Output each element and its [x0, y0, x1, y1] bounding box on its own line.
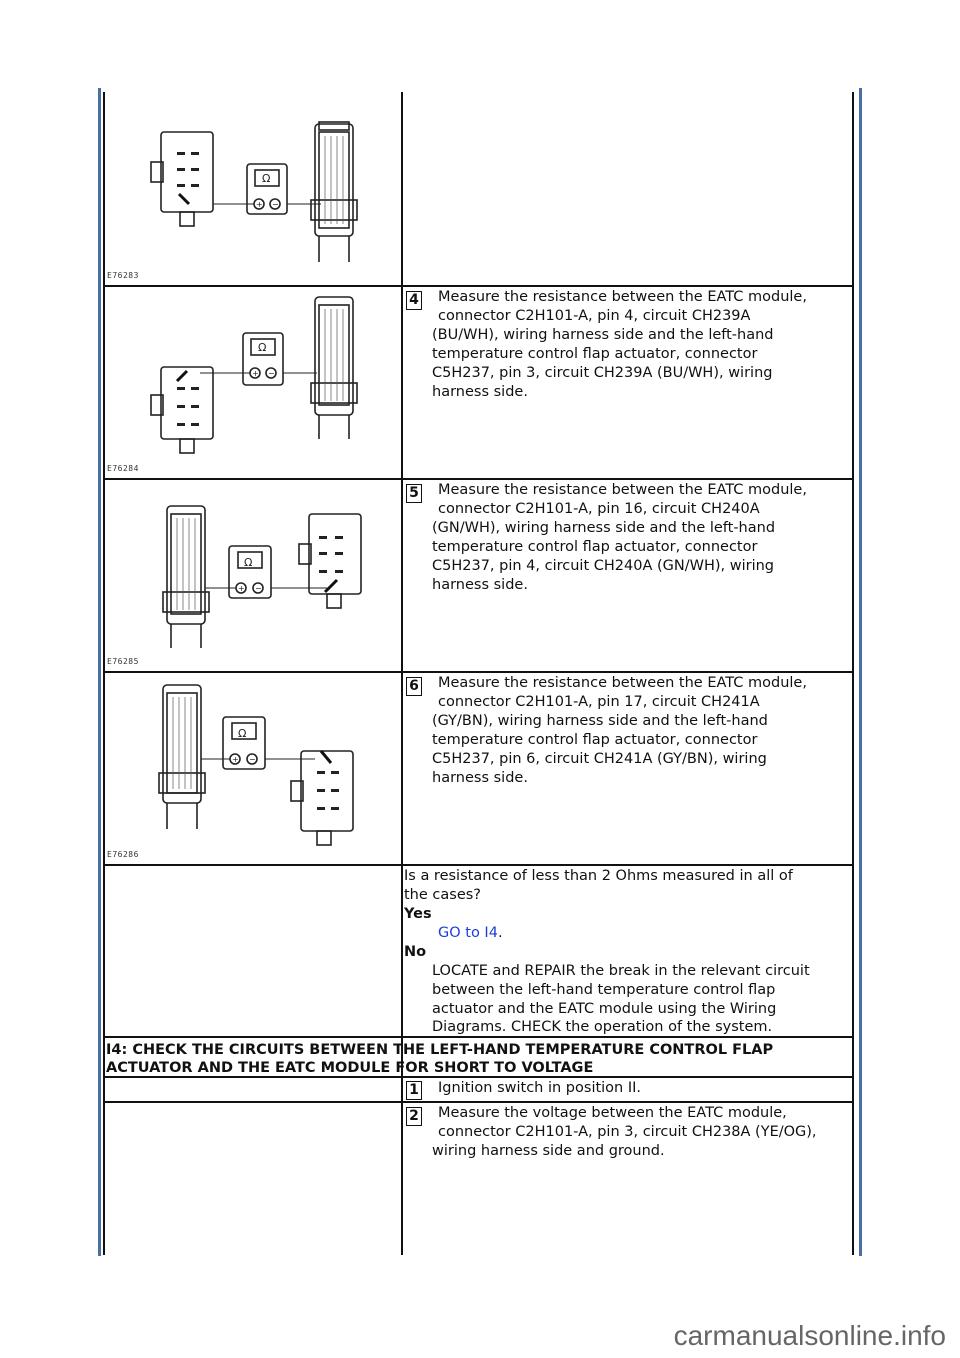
step-number-badge: 2: [406, 1107, 422, 1126]
left-margin-rule: [98, 88, 101, 1256]
step-text-line: C5H237, pin 4, circuit CH240A (GN/WH), wiring: [432, 558, 774, 574]
figure-label: E76286: [107, 850, 139, 859]
step-text-line: connector C2H101-A, pin 4, circuit CH239A: [438, 308, 751, 324]
step-number-badge: 4: [406, 291, 422, 310]
svg-text:−: −: [249, 755, 256, 764]
step-text-line: temperature control flap actuator, connector: [432, 539, 758, 555]
no-action-line: Diagrams. CHECK the operation of the system.: [432, 1019, 773, 1035]
step-text-line: Measure the resistance between the EATC module,: [438, 289, 807, 305]
svg-text:+: +: [256, 200, 263, 209]
step-text-line: temperature control flap actuator, connector: [432, 732, 758, 748]
no-action-line: LOCATE and REPAIR the break in the relevant circuit: [432, 963, 810, 979]
question-text: Is a resistance of less than 2 Ohms measured in all of: [404, 868, 793, 884]
step-number-badge: 5: [406, 484, 422, 503]
step-text-line: harness side.: [432, 384, 528, 400]
connector-resistance-diagram-icon: [105, 480, 400, 670]
watermark-carmanualsonline: carmanualsonline.info: [673, 1320, 946, 1351]
step-text-line: connector C2H101-A, pin 16, circuit CH240A: [438, 501, 760, 517]
svg-text:Ω: Ω: [258, 341, 267, 354]
step-text-line: connector C2H101-A, pin 17, circuit CH241A: [438, 694, 760, 710]
svg-text:Ω: Ω: [262, 172, 271, 185]
step-text-line: Measure the resistance between the EATC module,: [438, 482, 807, 498]
step-text-line: Measure the voltage between the EATC module,: [438, 1105, 787, 1121]
right-margin-rule: [859, 88, 862, 1256]
yes-action: [438, 924, 503, 944]
step-text-line: harness side.: [432, 770, 528, 786]
period: .: [497, 925, 503, 941]
step-text-line: connector C2H101-A, pin 3, circuit CH238A (YE/OG),: [438, 1124, 817, 1140]
svg-text:Ω: Ω: [244, 556, 253, 569]
yes-label: Yes: [404, 906, 432, 922]
step-number-badge: 6: [406, 677, 422, 696]
svg-text:+: +: [238, 584, 245, 593]
question-text: the cases?: [404, 887, 481, 903]
step-text-line: (BU/WH), wiring harness side and the left-hand: [432, 327, 774, 343]
step-text-line: C5H237, pin 3, circuit CH239A (BU/WH), wiring: [432, 365, 773, 381]
heading-line: I4: CHECK THE CIRCUITS BETWEEN THE LEFT-HAND TEMPERATURE CONTROL FLAP: [106, 1042, 774, 1058]
go-to-i4-link[interactable]: GO to I4: [438, 925, 498, 941]
svg-text:−: −: [255, 584, 262, 593]
svg-text:Ω: Ω: [238, 727, 247, 740]
svg-text:−: −: [272, 200, 279, 209]
svg-text:+: +: [252, 369, 259, 378]
svg-text:−: −: [268, 369, 275, 378]
figure-label: E76283: [107, 271, 139, 280]
step-text-line: harness side.: [432, 577, 528, 593]
svg-text:+: +: [232, 755, 239, 764]
connector-resistance-diagram-icon: [105, 287, 400, 477]
figure-label: E76284: [107, 464, 139, 473]
connector-resistance-diagram-icon: [105, 673, 400, 863]
step-text-line: Measure the resistance between the EATC module,: [438, 675, 807, 691]
heading-line: ACTUATOR AND THE EATC MODULE FOR SHORT TO VOLTAGE: [106, 1060, 594, 1076]
no-action-line: actuator and the EATC module using the Wiring: [432, 1001, 777, 1017]
step-text-line: Ignition switch in position II.: [438, 1080, 642, 1096]
connector-resistance-diagram-icon: [105, 92, 400, 284]
no-action-line: between the left-hand temperature control flap: [432, 982, 776, 998]
step-text-line: C5H237, pin 6, circuit CH241A (GY/BN), wiring: [432, 751, 767, 767]
step-text-line: (GY/BN), wiring harness side and the left-hand: [432, 713, 768, 729]
figure-label: E76285: [107, 657, 139, 666]
step-number-badge: 1: [406, 1081, 422, 1100]
step-text-line: temperature control flap actuator, connector: [432, 346, 758, 362]
no-label: No: [404, 944, 427, 960]
step-text-line: (GN/WH), wiring harness side and the left-hand: [432, 520, 776, 536]
step-text-line: wiring harness side and ground.: [432, 1143, 665, 1159]
